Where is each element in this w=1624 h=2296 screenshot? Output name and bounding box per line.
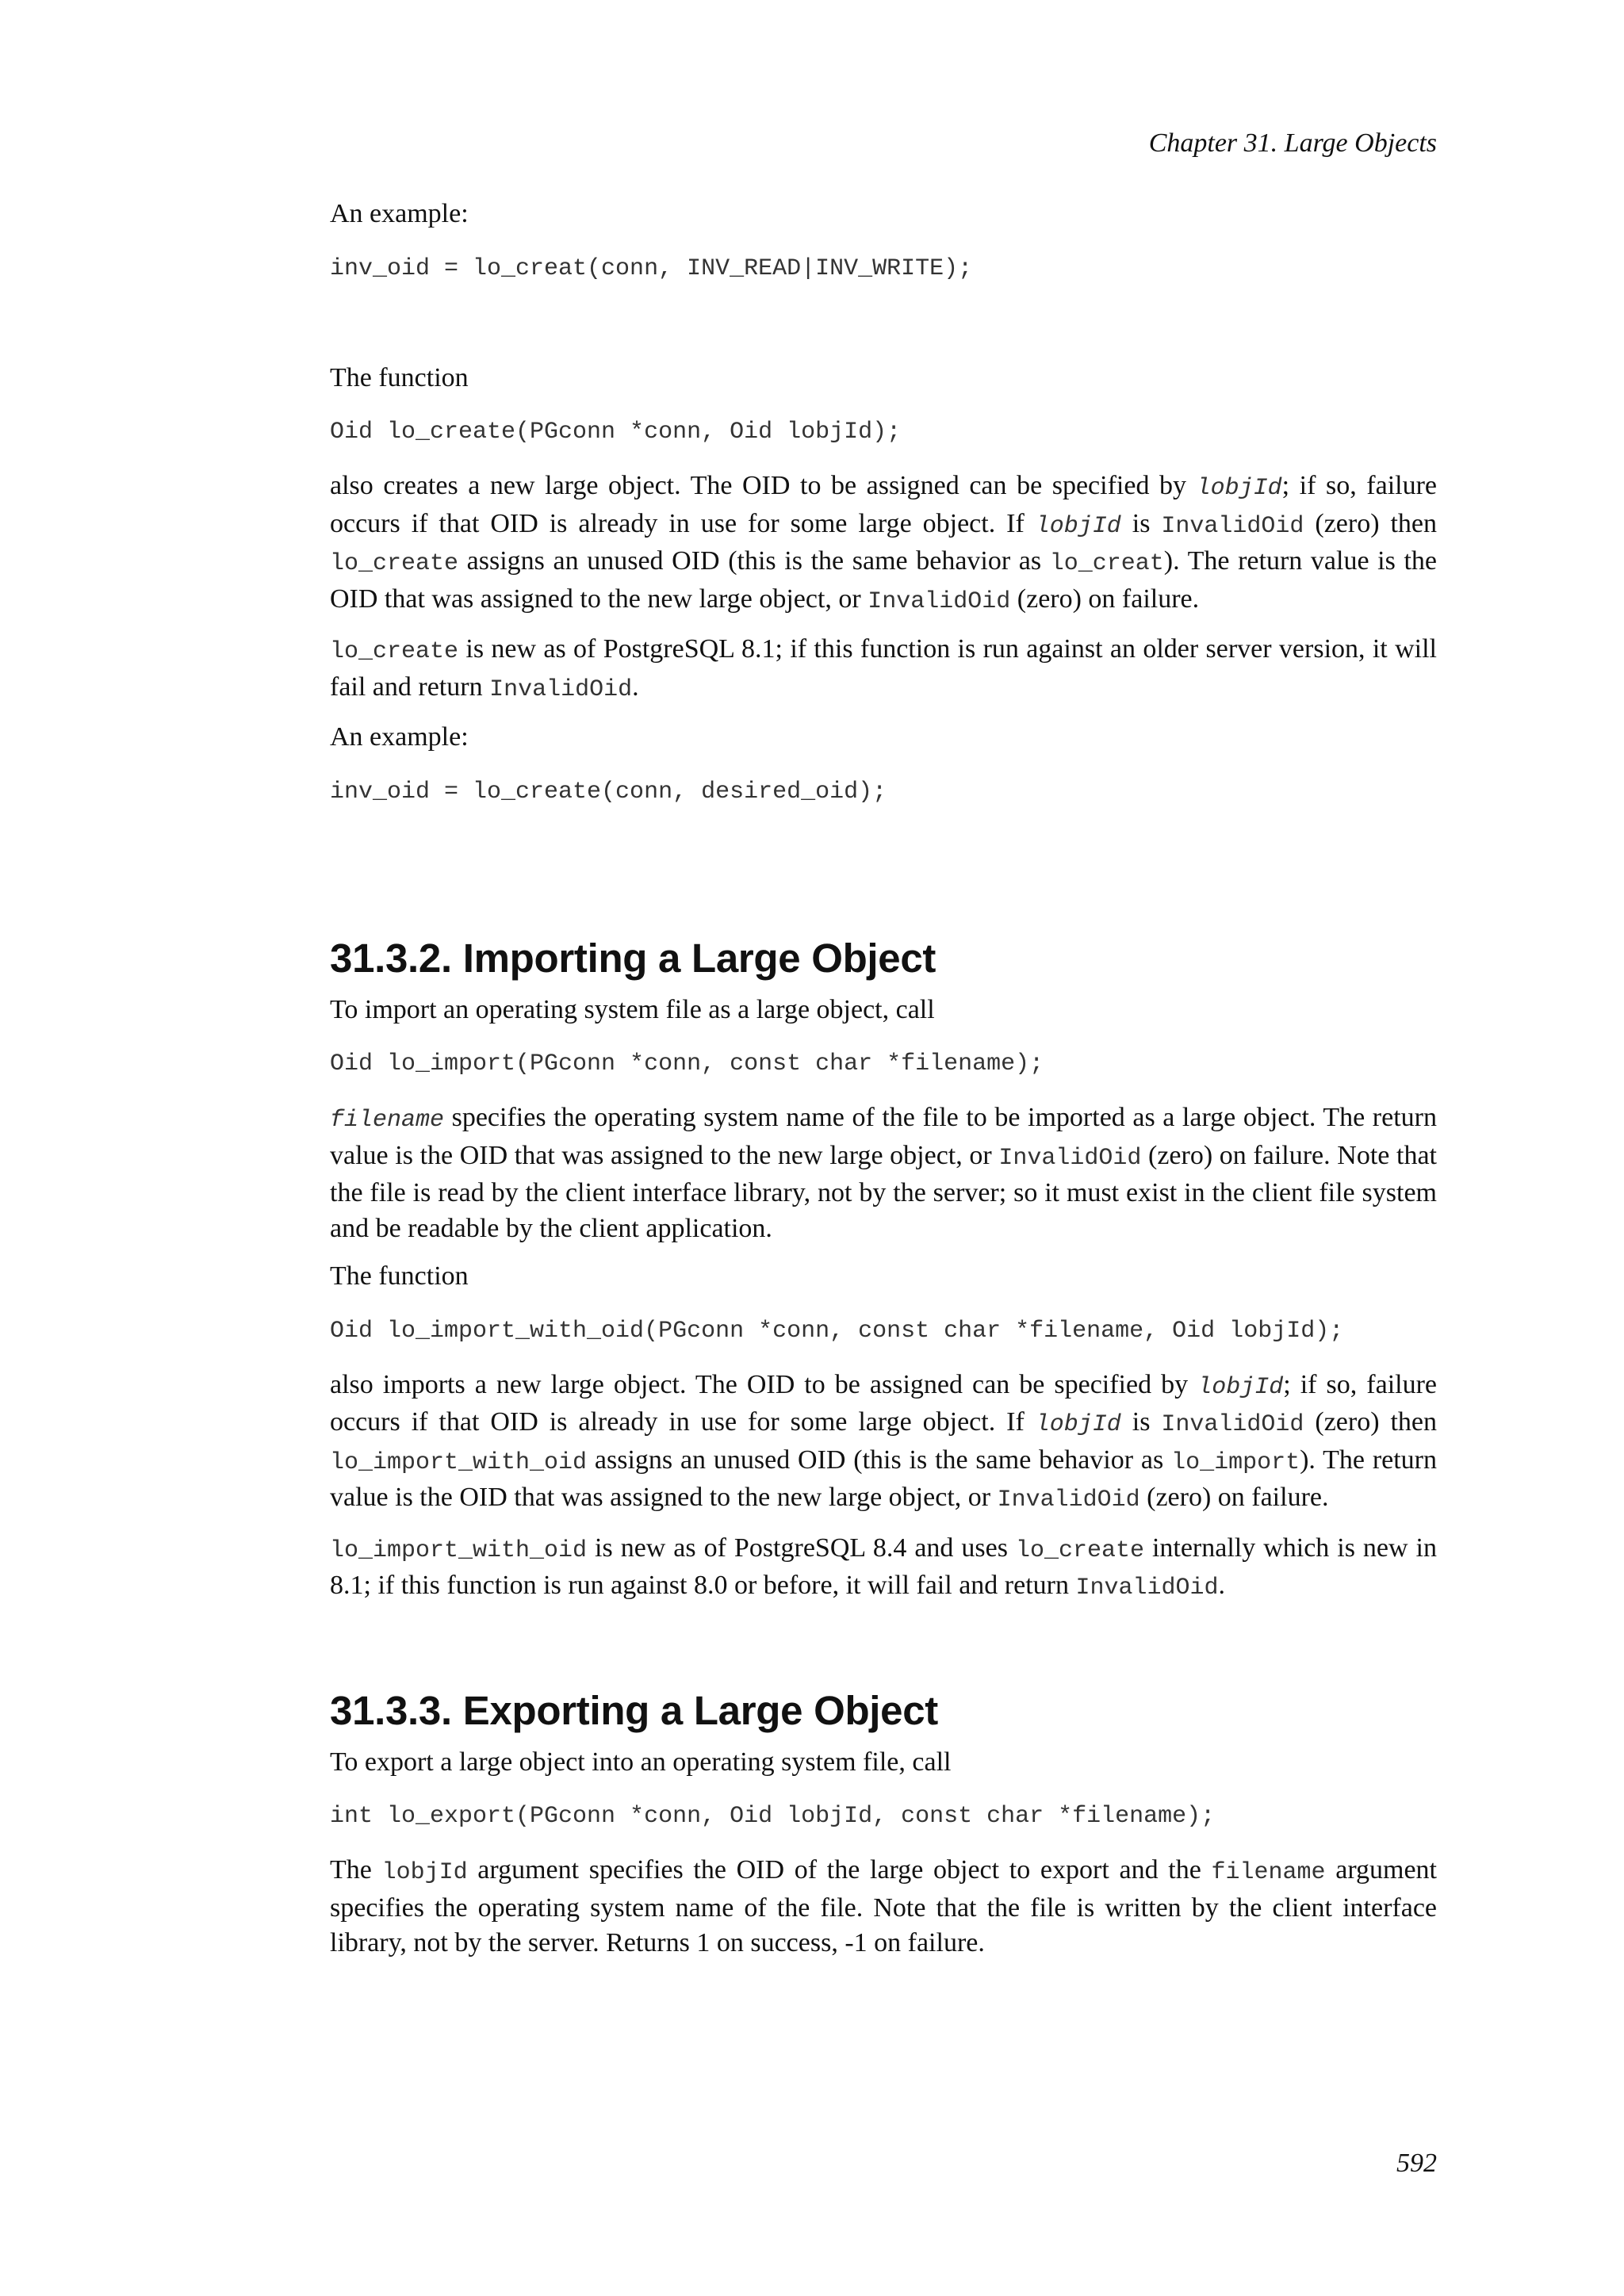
paragraph: An example:	[330, 722, 469, 752]
paragraph: The lobjId argument specifies the OID of the large object to export and the filename argument specifies the operating system name of the file. Note that the file is written by the client interface library, not by the server. Returns 1 on success, -1 on failure.	[330, 1855, 1438, 1957]
inline-parameter: lobjId	[1035, 1411, 1121, 1438]
inline-parameter: filename	[330, 1107, 445, 1134]
inline-code: lo_import	[1171, 1448, 1300, 1476]
page-number: 592	[1396, 2149, 1437, 2178]
code-block: Oid lo_create(PGconn *conn, Oid lobjId);	[330, 419, 902, 446]
code-block: int lo_export(PGconn *conn, Oid lobjId, const char *filename);	[330, 1803, 1216, 1830]
inline-code: InvalidOid	[998, 1144, 1142, 1172]
inline-code: lo_create	[1015, 1536, 1144, 1564]
inline-code: lo_create	[330, 550, 459, 577]
inline-code: InvalidOid	[1075, 1575, 1219, 1601]
inline-parameter: lobjId	[1035, 512, 1121, 540]
inline-code: filename	[1211, 1859, 1326, 1886]
paragraph: lo_create is new as of PostgreSQL 8.1; if this function is run against an older server version, it will fail and return InvalidOid.	[330, 634, 1437, 703]
paragraph: lo_import_with_oid is new as of PostgreSQL 8.4 and uses lo_create internally which is new in 8.1; if this function is run against 8.0 or before, it will fail and return InvalidOid.	[330, 1533, 1437, 1601]
running-header: Chapter 31. Large Objects	[1148, 128, 1437, 158]
paragraph: filename specifies the operating system name of the file to be imported as a large object. The return value is the OID that was assigned to the new large object, or InvalidOid (zero) on failure. Note that the file is read by the client interface library, not by the server; so it must exist in the client file system and be readable by the client application.	[330, 1103, 1437, 1243]
code-block: inv_oid = lo_creat(conn, INV_READ|INV_WRITE);	[330, 254, 973, 282]
inline-code: lo_import_with_oid	[330, 1448, 588, 1476]
inline-code: lobjId	[381, 1859, 468, 1886]
paragraph: also creates a new large object. The OID to be assigned can be specified by lobjId; if so, failure occurs if that OID is already in use for some large object. If lobjId is InvalidOid (zero) then lo_create assigns an unused OID (this is the same behavior as lo_creat). The return value is the OID that was assigned to the new large object, or InvalidOid (zero) on failure.	[330, 471, 1438, 615]
inline-code: lo_creat	[1049, 550, 1164, 577]
inline-code: InvalidOid	[489, 675, 633, 703]
code-block: Oid lo_import_with_oid(PGconn *conn, const char *filename, Oid lobjId);	[330, 1317, 1344, 1345]
section-heading: 31.3.2. Importing a Large Object	[330, 935, 936, 981]
inline-code: InvalidOid	[868, 587, 1011, 615]
page-content	[330, 197, 1437, 1961]
inline-code: InvalidOid	[1161, 512, 1304, 540]
inline-parameter: lobjId	[1197, 1373, 1284, 1401]
paragraph: To import an operating system file as a large object, call	[330, 994, 935, 1024]
paragraph: also imports a new large object. The OID to be assigned can be specified by lobjId; if so, failure occurs if that OID is already in use for some large object. If lobjId is InvalidOid (zero) then lo_import_with_oid assigns an unused OID (this is the same behavior as lo_import). The return value is the OID that was assigned to the new large object, or InvalidOid (zero) on failure.	[330, 1369, 1438, 1513]
inline-code: InvalidOid	[997, 1487, 1140, 1513]
section-heading: 31.3.3. Exporting a Large Object	[330, 1687, 938, 1733]
inline-code: InvalidOid	[1161, 1411, 1304, 1438]
inline-code: lo_create	[330, 638, 459, 665]
inline-code: lo_import_with_oid	[330, 1536, 588, 1564]
paragraph: An example:	[330, 199, 469, 228]
paragraph: To export a large object into an operating system file, call	[330, 1747, 952, 1777]
code-block: inv_oid = lo_create(conn, desired_oid);	[330, 778, 887, 806]
inline-parameter: lobjId	[1196, 475, 1282, 502]
paragraph: The function	[330, 1261, 469, 1291]
paragraph: The function	[330, 362, 469, 392]
code-block: Oid lo_import(PGconn *conn, const char *filename);	[330, 1050, 1044, 1077]
